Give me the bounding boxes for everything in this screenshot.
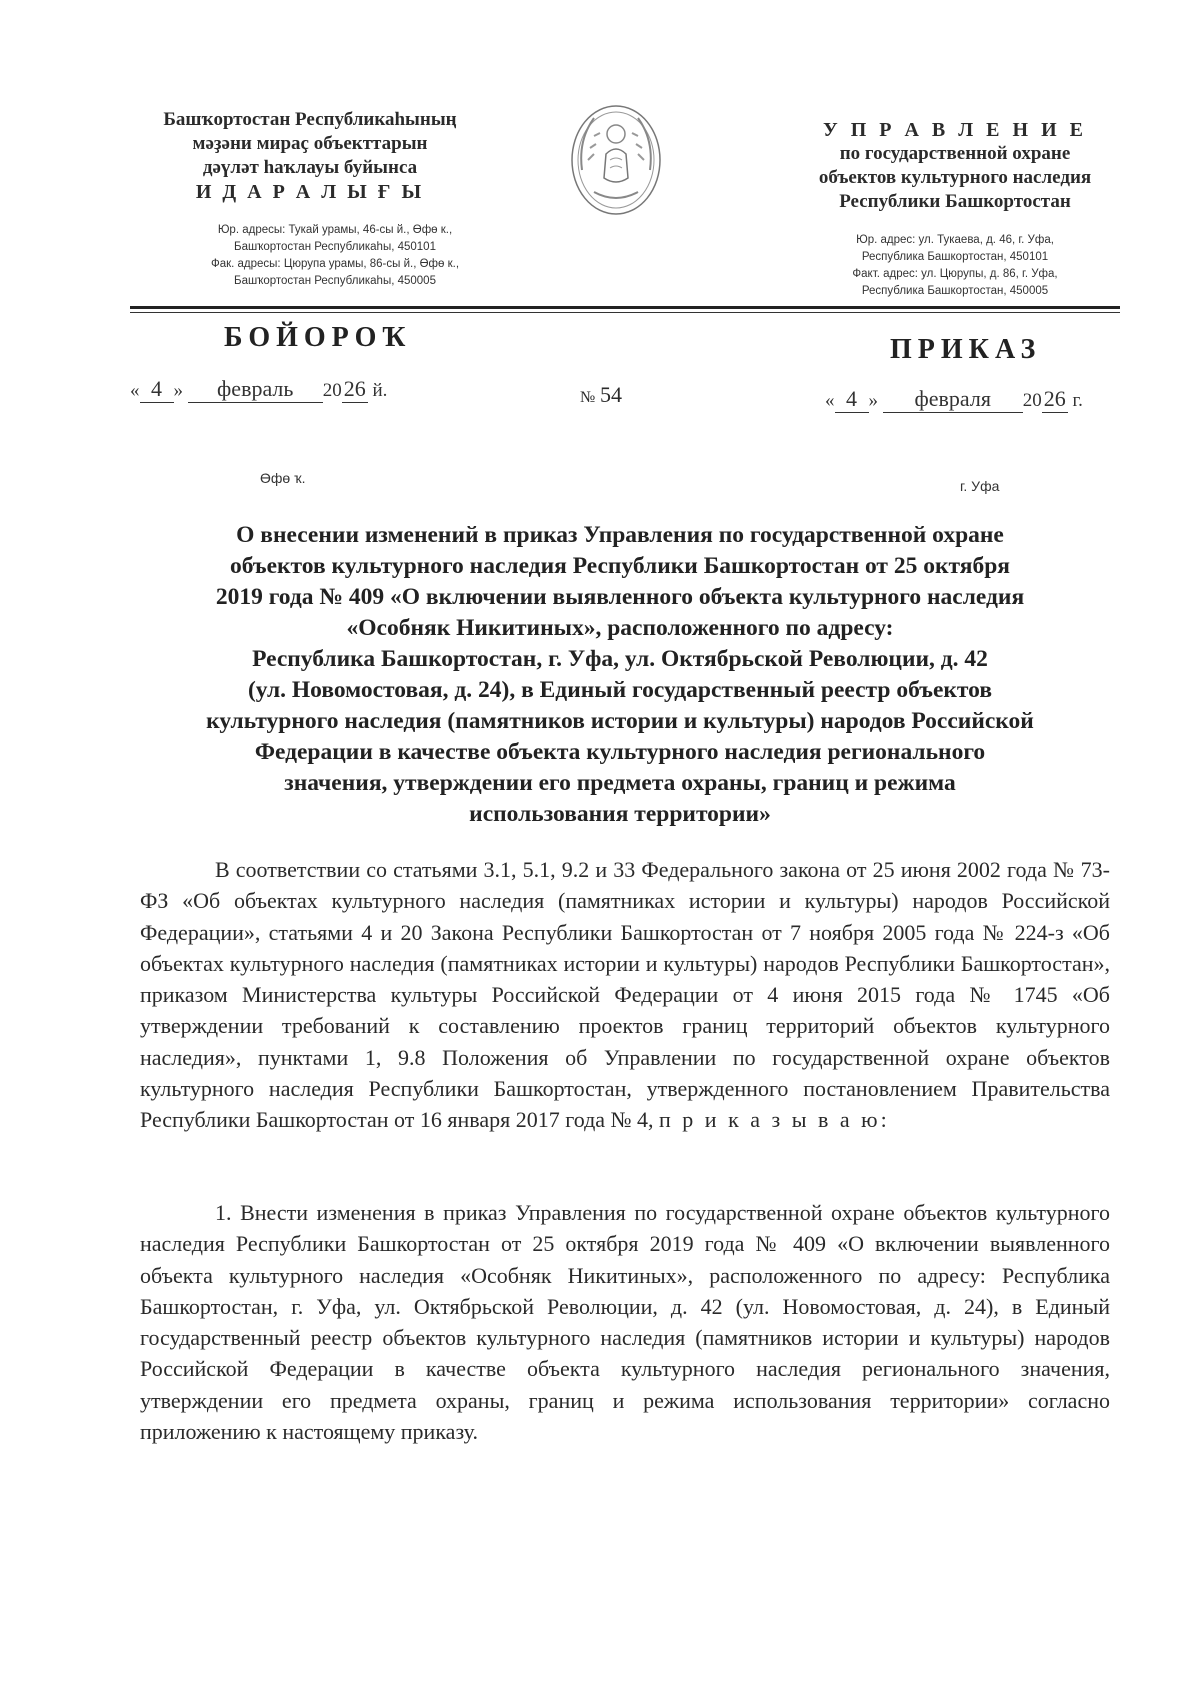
document-title [140,520,1100,830]
title-line: Федерации в качестве объекта культурного наследия регионального [254,739,986,765]
title-line: (ул. Новомостовая, д. 24), в Единый государственный реестр объектов [247,677,993,703]
preamble-text: В соответствии со статьями 3.1, 5.1, 9.2 и 33 Федерального закона от 25 июня 2002 года № 73-ФЗ «Об объектах культурного наследия (памятниках истории и культуры) народов Российской Федерации», статьями 4 и 20 Закона Республики Башкортостан от 7 ноября 2005 года № 224-з «Об объектах культурного наследия (памятниках истории и культуры) народов Республики Башкортостан», приказом Министерства культуры Российской Федерации от 4 июня 2015 года № 1745 «Об утверждении требований к составлению проектов границ территорий объектов культурного наследия», пунктами 1, 9.8 Положения об Управлении по государственной охране объектов культурного наследия Республики Башкортостан, утвержденного постановлением Правительства Республики Башкортостан от 16 января 2017 года № 4, [140,857,1110,1133]
number-sign: № [580,389,596,406]
header-right-line: У П Р А В Л Е Н И Е [823,119,1087,141]
address-line: Республика Башкортостан, 450101 [861,251,1049,263]
quote-open: « [130,380,140,401]
header-left-line: Башҡортостан Республикаһының [163,109,457,130]
date-day: 4 [140,376,174,403]
address-line: Факт. адрес: ул. Цюрупы, д. 86, г. Уфа, [852,268,1058,280]
header-divider-thin [130,312,1120,313]
order-title-russian: ПРИКАЗ [890,334,1042,365]
quote-open: « [825,390,835,411]
place-russian: г. Уфа [960,478,1000,494]
date-suffix: й. [372,380,388,401]
quote-close: » [868,390,878,411]
order-verb: п р и к а з ы в а ю: [659,1107,890,1133]
date-year: 26 [343,376,366,401]
header-right-org-name [790,118,1120,214]
address-line: Башҡортостан Республикаһы, 450101 [234,241,436,253]
header-right-line: объектов культурного наследия [818,167,1092,188]
number-value: 54 [600,382,623,407]
date-year-prefix: 20 [1022,390,1042,411]
title-line: 2019 года № 409 «О включении выявленного объекта культурного наследия [215,584,1025,610]
coat-of-arms-emblem [568,100,664,218]
date-right [825,386,1135,426]
header-left-line: дәүләт һаҡлауы буйынса [202,157,418,178]
clause-1-paragraph: 1. Внести изменения в приказ Управления по государственной охране объектов культурного наследия Республики Башкортостан от 25 октября 2019 года № 409 «О включении выявленного объекта культурного наследия «Особняк Никитиных», расположенного по адресу: Республика Башкортостан, г. Уфа, ул. Октябрьской Революции, д. 42 (ул. Новомостовая, д. 24), в Единый государственный реестр объектов культурного наследия (памятников истории и культуры) народов Российской Федерации в качестве объекта культурного наследия регионального значения, утверждении его предмета охраны, границ и режима использования территории» согласно приложению к настоящему приказу. [140,1200,1110,1445]
title-line: Республика Башкортостан, г. Уфа, ул. Октябрьской Революции, д. 42 [252,646,988,672]
header-left-line: мәҙәни мираҫ объекттарын [192,133,428,154]
order-number [580,382,622,408]
date-month: февраль [188,376,323,403]
title-line: «Особняк Никитиных», расположенного по адресу: [346,615,894,641]
preamble-paragraph [140,854,1110,1136]
header-left-line: И Д А Р А Л Ы Ғ Ы [195,181,425,203]
address-line: Юр. адресы: Тукай урамы, 46-сы й., Өфө к., [217,224,453,236]
date-year-prefix: 20 [322,380,342,401]
date-month: февраля [883,386,1023,413]
order-title-bashkir: БОЙОРОҠ [224,322,412,353]
address-line: Республика Башкортостан, 450005 [861,285,1049,297]
quote-close: » [173,380,183,401]
header-left-address [170,222,500,290]
header-right-line: Республики Башкортостан [839,191,1071,212]
title-line: культурного наследия (памятников истории и культуры) народов Российской [206,708,1034,734]
title-line: использования территории» [469,801,771,827]
date-year: 26 [1043,386,1066,411]
title-line: О внесении изменений в приказ Управления по государственной охране [236,522,1004,548]
date-day: 4 [835,386,869,413]
place-bashkir: Өфө ҡ. [260,470,306,486]
header-divider-thick [130,306,1120,309]
header-left-org-name [130,108,490,204]
date-left [130,376,450,416]
title-line: значения, утверждении его предмета охраны, границ и режима [284,770,956,796]
date-suffix: г. [1072,390,1083,411]
header-right-address [800,232,1110,300]
address-line: Фак. адресы: Цюрупа урамы, 86-сы й., Өфө к., [210,258,460,270]
address-line: Башҡортостан Республикаһы, 450005 [234,275,436,287]
header-right-line: по государственной охране [839,143,1071,164]
title-line: объектов культурного наследия Республики Башкортостан от 25 октября [229,553,1011,579]
address-line: Юр. адрес: ул. Тукаева, д. 46, г. Уфа, [856,234,1054,246]
